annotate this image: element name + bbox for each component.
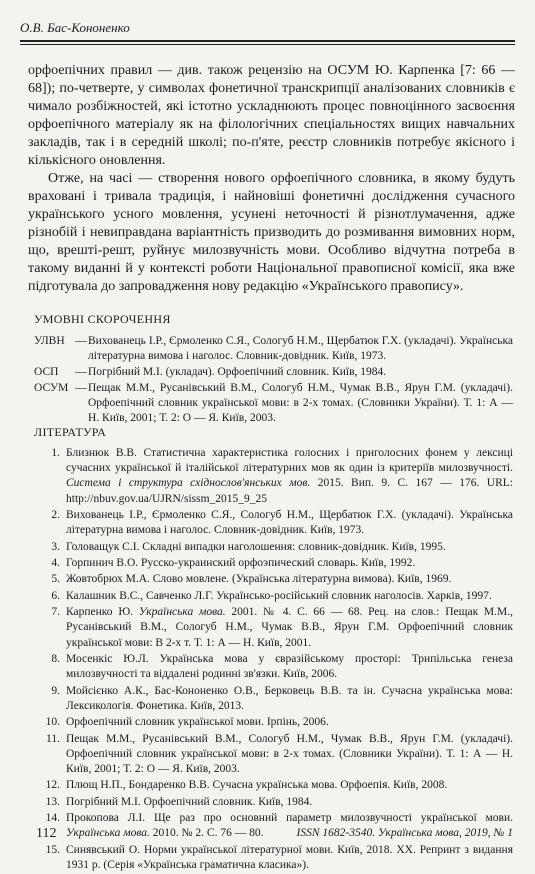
reference-number: 5. [51,573,60,586]
abbreviation-text: Вихованець І.Р., Єрмоленко С.Я., Сологуб Н.М., Щербатюк Г.Х. (укладачі). Українська літературна вимова і наголос. Словник-довідник. Київ, 1973. [88,335,513,362]
header-rule-thin [20,44,515,45]
reference-text [66,795,513,810]
reference-number: 1. [51,447,60,459]
reference-item [42,778,513,793]
reference-pre-part: Горпинич В.О. Русско-украинский орфоэпический словарь. Київ, 1992. [66,556,416,569]
reference-item [42,589,513,604]
reference-pre-part: Прокопова Л.І. Ще раз про основний параметр милозвучності української мови. [66,812,513,825]
reference-text [66,446,513,507]
reference-number: 3. [51,540,60,553]
journal-info: ISSN 1682-3540. Українська мова, 2019, № 1 [296,827,513,839]
reference-text [66,684,513,714]
reference-item [42,732,513,778]
abbreviation-key: УЛВН [34,335,65,347]
reference-text [66,605,513,651]
reference-number: 4. [51,556,60,569]
reference-number: 9. [51,684,60,697]
reference-item [42,572,513,587]
reference-pre-part: Карпенко Ю. [66,606,139,619]
reference-item [42,540,513,555]
reference-text [66,652,513,682]
paragraph: Отже, на часі — створення нового орфоепічного словника, в якому будуть враховані і тривала традиція, і найновіші фонетичні дослідження сучасного українського усного мовлення, усунені неточності й різнотлумачення, адже різнобій і невиправдана варіантність призводить до розмивання вимовних норм, що, врешті-решт, руйнує милозвучність мови. Особливо відчутна потреба в такому виданні й у контексті роботи Національної правописної комісії, яка вже підготувала до запровадження нову редакцію «Українського правопису». [28,171,515,294]
reference-number: 15. [45,843,60,856]
body-text [28,62,515,296]
reference-item [42,652,513,682]
reference-number: 2. [51,509,60,521]
reference-number: 12. [45,779,60,792]
abbreviations-list [34,334,513,427]
reference-text [66,732,513,778]
reference-text [66,843,513,873]
dash: — [75,382,87,394]
reference-pre-part: Пещак М.М., Русанівський В.М., Сологуб Н.М., Чумак В.В., Ярун Г.М. (укладачі). Орфоепічний словник української мови: в 2-х томах. (Словники України). Т. 1: А — Н. Київ, 2001; Т. 2: О — Я. Київ, 2003. [66,732,513,775]
reference-text [66,778,513,793]
references-list [42,446,513,874]
abbreviation-item [34,381,513,426]
reference-pre-part: Вихованець І.Р., Єрмоленко С.Я., Сологуб Н.М., Щербатюк Г.Х. (укладачі). Українська літературна вимова і наголос. Словник-довідник. Київ, 1973. [66,509,513,537]
reference-number: 6. [51,589,60,602]
reference-item [42,795,513,810]
reference-item [42,508,513,538]
paragraph: орфоепічних правил — див. також рецензію на ОСУМ Ю. Карпенка [7: 66 — 68]); по-четверте, у символах фонетичної транскрипції аналізованих словників є чимало розбіжностей, які істотно ускладнюють процес повноцінного засвоєння орфоепічного матеріалу як на філологічних спеціальностях вищих навчальних закладів, так і в середній школі; по-п'яте, реєстр словників потребує якісного і кількісного оновлення. [28,63,515,168]
dash: — [75,366,87,378]
reference-item [42,446,513,507]
reference-text [66,589,513,604]
reference-number: 13. [45,795,60,808]
reference-text [66,556,513,571]
reference-italic-part: Українська мова. [66,827,150,840]
abbreviations-heading: УМОВНІ СКОРОЧЕННЯ [34,312,171,326]
reference-pre-part: Жовтобрюх М.А. Слово мовлене. (Українська літературна вимова). Київ, 1969. [66,573,452,586]
reference-post-part: 2001. № 4. С. 66 — 68. Рец. на слов.: Пещак М.М., Русанівський В.М., Сологуб Н.М., Чумак В.В., Ярун Г.М. Орфоепічний словник української мови: В 2-х т. Т. 1: А — Н. Київ, 2001. [66,606,514,649]
reference-item [42,684,513,714]
reference-text [66,540,513,555]
reference-pre-part: Близнюк В.В. Статистична характеристика голосних і приголосних фонем у лексиці сучасних української й італійської літературних мов як один із критеріїв милозвучності. [66,447,513,475]
abbreviation-key: ОСП [34,366,59,378]
reference-number: 8. [51,652,60,665]
page-number: 112 [36,826,57,841]
dash: — [75,335,87,347]
abbreviation-key: ОСУМ [34,382,69,394]
reference-pre-part: Погрібний М.І. Орфоепічний словник. Київ, 1984. [66,795,313,808]
reference-italic-part: Українська мова. [138,606,226,619]
reference-post-part: 2010. № 2. С. 76 — 80. [149,827,264,840]
reference-number: 11. [46,732,60,745]
reference-item [42,843,513,873]
abbreviation-text: Пещак М.М., Русанівський В.М., Сологуб Н.М., Чумак В.В., Ярун Г.М. (укладачі). Орфоепічний словник української мови: в 2-х томах. (Словники України). Т. 1: А — Н. Київ, 2001; Т. 2: О — Я. Київ, 2003. [88,382,513,424]
reference-pre-part: Мосенкіс Ю.Л. Українська мова у євразійському просторі: Трипільська генеза милозвучності та віддалені родинні зв'язки. Київ, 2006. [66,652,513,681]
reference-pre-part: Калашник В.С., Савченко Л.Г. Українсько-російський словник наголосів. Харків, 1997. [66,589,492,602]
reference-pre-part: Мойсієнко А.К., Бас-Кононенко О.В., Берковець В.В. та ін. Сучасна українська мова: Лексикологія. Фонетика. Київ, 2013. [66,684,513,712]
abbreviation-item [34,334,513,364]
reference-pre-part: Синявський О. Норми української літературної мови. Київ, 2018. XX. Репринт з видання 1931 р. (Серія «Українська граматична класика»). [66,843,513,871]
reference-item [42,556,513,571]
reference-number: 14. [45,812,60,825]
reference-italic-part: Система і структура східнослов'янських мов. [66,477,311,490]
reference-text [66,715,513,730]
reference-post-part: 2015. Вип. 9. С. 167 — 176. URL: http://nbuv.gov.ua/UJRN/sissm_2015_9_25 [66,477,513,505]
reference-item [42,715,513,730]
reference-pre-part: Орфоепічний словник української мови. Ірпінь, 2006. [66,716,329,729]
abbreviation-item [34,365,513,380]
references-heading: ЛІТЕРАТУРА [34,425,107,439]
reference-number: 7. [51,606,60,619]
running-header-author: О.В. Бас-Кононенко [20,20,130,35]
header-rule-thick [20,40,515,42]
reference-pre-part: Головащук С.І. Складні випадки наголошення: словник-довідник. Київ, 1995. [66,540,446,553]
reference-pre-part: Плющ Н.П., Бондаренко В.В. Сучасна українська мова. Орфоепія. Київ, 2008. [66,779,448,792]
abbreviation-text: Погрібний М.І. (укладач). Орфоепічний словник. Київ, 1984. [88,366,387,378]
reference-text [66,508,513,538]
reference-item [42,605,513,651]
reference-number: 10. [45,716,60,729]
reference-text [66,572,513,587]
